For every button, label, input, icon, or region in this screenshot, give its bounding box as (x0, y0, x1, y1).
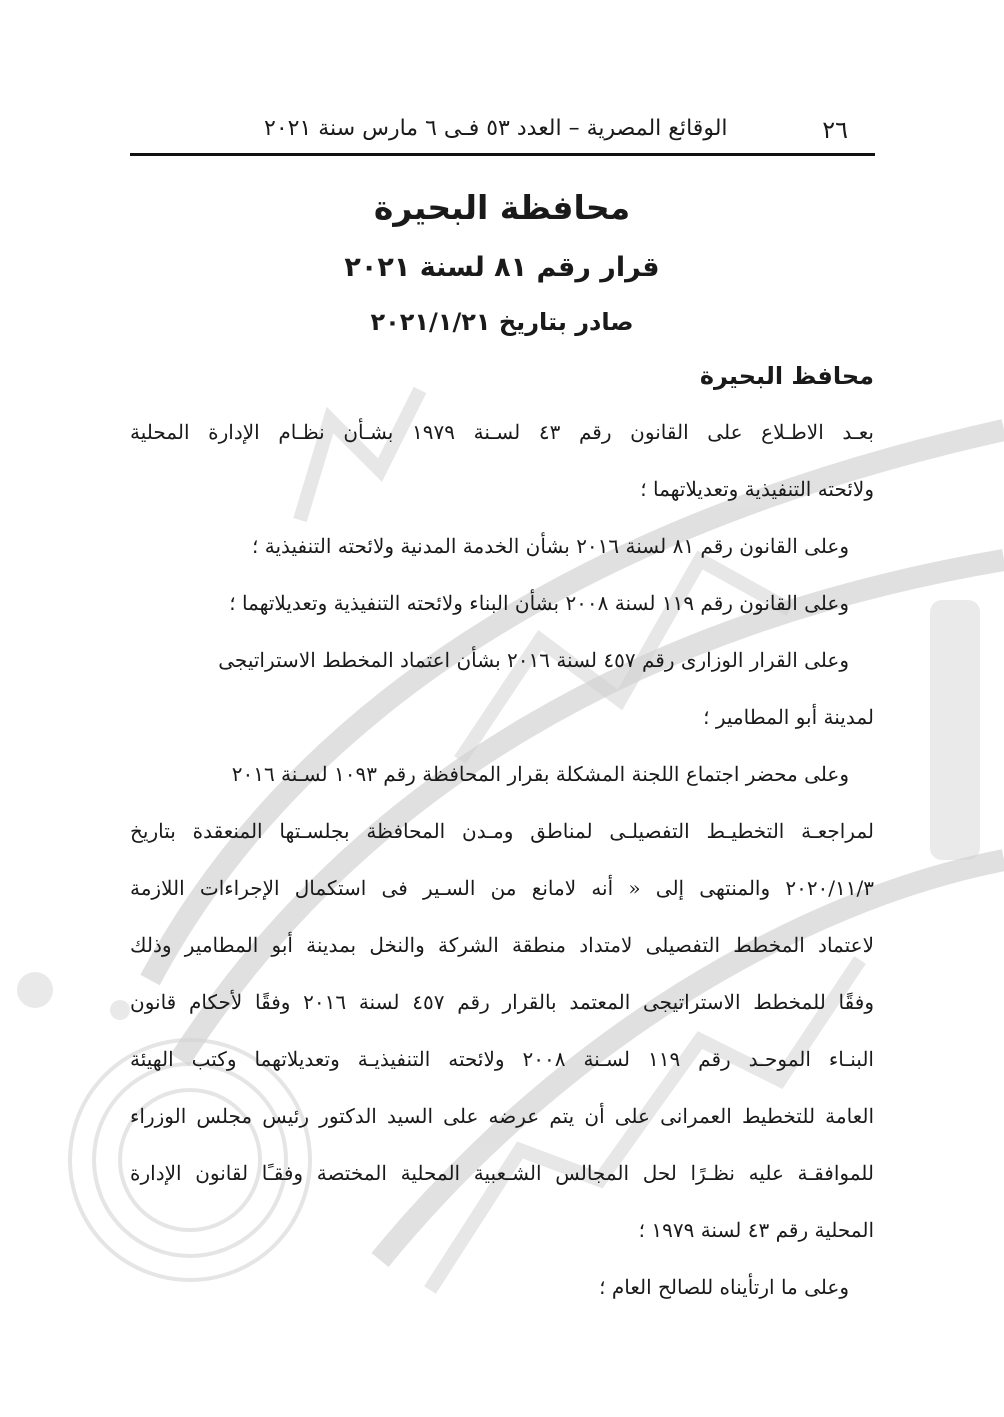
body-line: العامة للتخطيط العمرانى على أن يتم عرضه على السيد الدكتور رئيس مجلس الوزراء (130, 1104, 874, 1128)
body-line: وفقًا للمخطط الاستراتيجى المعتمد بالقرار رقم ٤٥٧ لسنة ٢٠١٦ وفقًا لأحكام قانون (130, 990, 874, 1014)
header-rule (130, 153, 875, 156)
page-number: ٢٦ (822, 116, 848, 144)
body-line: وعلى القرار الوزارى رقم ٤٥٧ لسنة ٢٠١٦ بشأن اعتماد المخطط الاستراتيجى (218, 648, 849, 672)
body-line: للموافقـة عليه نظـرًا لحل المجالس الشـعبية المحلية المختصة وفقـًا لقانون الإدارة (130, 1161, 874, 1185)
body-line: لاعتماد المخطط التفصيلى لامتداد منطقة الشركة والنخل بمدينة أبو المطامير وذلك (130, 933, 874, 957)
body-line: وعلى القانون رقم ١١٩ لسنة ٢٠٠٨ بشأن البناء ولائحته التنفيذية وتعديلاتهما ؛ (229, 591, 849, 615)
body-line: ولائحته التنفيذية وتعديلاتهما ؛ (640, 477, 874, 501)
body-line: ٢٠٢٠/١١/٣ والمنتهى إلى « أنه لامانع من السـير فى استكمال الإجراءات اللازمة (130, 876, 874, 900)
body-line: البنـاء الموحـد رقم ١١٩ لسـنة ٢٠٠٨ ولائحته التنفيذيـة وتعديلاتهما وكتب الهيئة (130, 1047, 874, 1071)
body-line: بعـد الاطـلاع على القانون رقم ٤٣ لسـنة ١٩٧٩ بشـأن نظـام الإدارة المحلية (130, 420, 874, 444)
governorate-title: محافظة البحيرة (373, 188, 631, 227)
decree-title: قرار رقم ٨١ لسنة ٢٠٢١ (344, 252, 660, 283)
body-line: لمراجعـة التخطيـط التفصيلـى لمناطق ومـدن المحافظة بجلسـتها المنعقدة بتاريخ (130, 819, 874, 843)
gazette-header (130, 112, 874, 154)
gazette-title: الوقائع المصرية – العدد ٥٣ فـى ٦ مارس سنة ٢٠٢١ (264, 116, 728, 141)
decree-date: صادر بتاريخ ٢٠٢١/١/٢١ (370, 308, 634, 336)
body-line: لمدينة أبو المطامير ؛ (703, 705, 874, 729)
issuer-heading: محافظ البحيرة (699, 362, 874, 390)
body-line: وعلى محضر اجتماع اللجنة المشكلة بقرار المحافظة رقم ١٠٩٣ لسـنة ٢٠١٦ (231, 762, 849, 786)
body-line: المحلية رقم ٤٣ لسنة ١٩٧٩ ؛ (638, 1218, 874, 1242)
body-line: وعلى ما ارتأيناه للصالح العام ؛ (599, 1275, 849, 1299)
body-line: وعلى القانون رقم ٨١ لسنة ٢٠١٦ بشأن الخدمة المدنية ولائحته التنفيذية ؛ (252, 534, 849, 558)
